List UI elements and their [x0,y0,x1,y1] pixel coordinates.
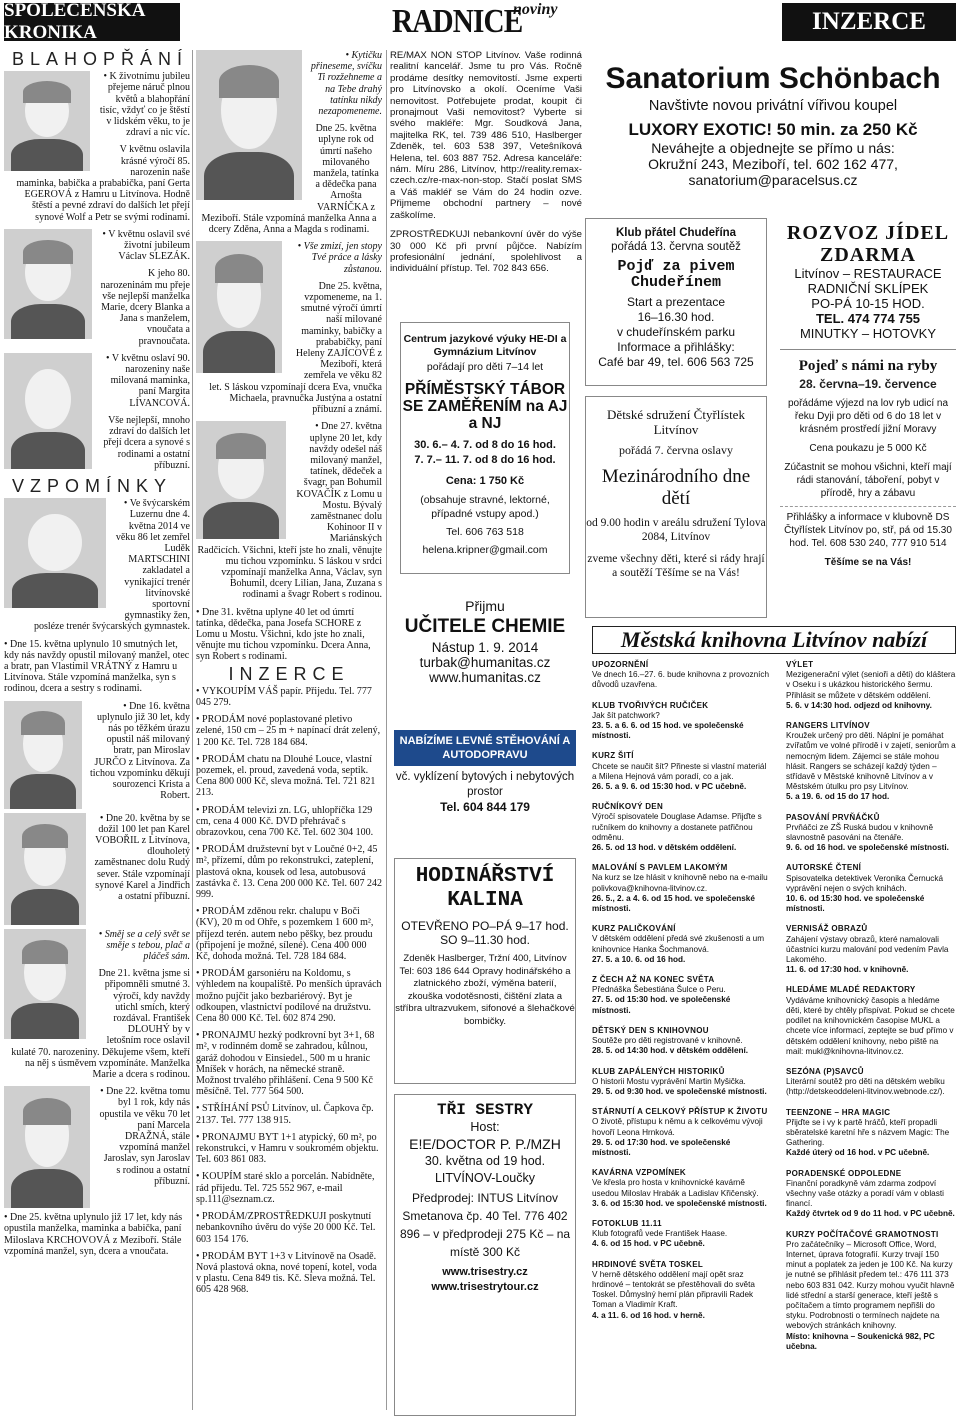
classified-ad: • VYKOUPÍM VÁŠ papír. Přijedu. Tel. 777 045 279. [196,686,382,708]
library-event [786,924,956,975]
ad-text: Přijmu [465,598,505,614]
ad-text: Start a prezentace [626,295,726,309]
ad-phone: Tel. 604 844 179 [440,800,530,814]
ad-rozvoz-jidel [780,218,956,618]
ad-email[interactable]: helena.kripner@gmail.com [422,544,548,556]
library-event [592,751,770,792]
portrait-photo [196,241,282,373]
library-event [592,1067,770,1098]
ad-phone: TEL. 474 774 755 [815,311,921,326]
library-event [592,660,770,691]
library-event-date: 3. 6. od 15:30 hod. ve společenské místnosti. [592,1198,767,1208]
library-event [786,1169,956,1220]
classified-ad: • PRONAJMU hezký podkrovní byt 3+1, 68 m², v rodinném domě se zahradou, kůlnou, garáž dohodou v Einsiedel., 500 m u hranic Mníšek v horách, na německé straně. Možnost trvalého přihlášení. Cena 9 500 Kč měsíčně. Tel. 777 564 500. [196,1030,382,1097]
memorial-text: Dne 21. května jsme si připomněli smutné 3. výročí, kdy navždy utichl smích, který rozdával. František DLOUHÝ by v letošním roce oslavil kulaté 70. narozeniny. Děkujeme všem, kteří na něj s úsměvem vzpomínáte. Manželka Marie a dcera s rodinou. [11,968,190,1080]
library-event [786,1108,956,1159]
ad-text: zveme všechny děti, které si rády hrají a soutěží Těšíme se na Vás! [587,553,765,579]
ad-headline: Pojď za pivem Chudeřínem [617,258,735,291]
library-event-title: MALOVÁNÍ S PAVLEM LAKOMÝM [592,863,728,873]
ad-date: 30. května od 19 hod. [424,1154,546,1168]
ad-text: MINUTKY – HOTOVKY [799,326,937,341]
classified-ad: • PRODÁM BYT 1+3 v Litvínově na Osadě. Nová plastová okna, nové topení, kotel, voda v plastu. Cena 849 tis. Kč. Sleva možná. Tel. 605 428 968. [196,1251,382,1296]
section-header-inzerce: INZERCE [782,3,956,41]
ad-date: 30. 6.– 4. 7. od 8 do 16 hod. [414,439,556,451]
classified-ad: • STŘÍHÁNÍ PSŮ Litvínov, ul. Čapkova čp. 2137. Tel. 777 138 915. [196,1103,382,1125]
library-event-title: HLEDÁME MLADÉ REDAKTORY [786,985,916,995]
library-event-title: AUTORSKÉ ČTENÍ [786,863,862,873]
library-event-title: KURZY POČÍTAČOVÉ GRAMOTNOSTI [786,1229,939,1239]
ad-email[interactable]: turbak@humanitas.cz [419,655,551,670]
library-event-body: Soutěže pro děti registrované v knihovně. [592,1036,743,1046]
greeting-text: • V květnu oslavil své životní jubileum Václav SLEZÁK. [102,228,190,263]
ad-text: pořádají pro děti 7–14 let [426,361,544,373]
memorial-text: • Dne 22. května tomu byl 1 rok, kdy nás opustila ve věku 70 let paní Marcela DRAŽNÁ, stále vzpomíná manžel Jaroslav, syn Jaroslav s rodinou a ostatní příbuzní. [99,1086,190,1187]
classified-ad: • PRODÁM televizi zn. LG, uhlopříčka 129 cm, cena 4 000 Kč. DVD přehrávač s obrazovkou, cena 700 Kč. Tel. 602 304 100. [196,805,382,839]
library-event-body: Přednáška Šebestiána Šulce o Peru. [592,985,726,995]
ad-text: Nástup 1. 9. 2014 [431,640,539,655]
library-event-body: Přijďte se i vy k partě hráčů, kteří propadli sběratelské karetní hře s názvem Magic: The Gathering. [786,1117,950,1148]
library-event-date: Místo: knihovna – Soukenická 982, PC učebna. [786,1331,935,1351]
ad-text: E!E/DOCTOR P. P./MZH [409,1136,561,1152]
classified-ad: • PRODÁM nové poplastované pletivo zelené, 150 cm – 25 m + napínací drát zelený, 1 200 Kč. Tel. 728 184 684. [196,714,382,748]
library-event-title: VERNISÁŽ OBRAZŮ [786,924,868,934]
library-event-date: 23. 5. a 6. 6. od 15 hod. ve společenské místnosti. [592,721,744,741]
portrait-photo [4,498,106,608]
classified-ad: • PRODÁM/ZPROSTŘEDKUJI poskytnutí nebankovního úvěru do výše 20 000 Kč. Tel. 603 154 176. [196,1211,382,1245]
portrait-photo [4,229,92,339]
library-event [592,1026,770,1057]
library-event-title: KAVÁRNA VZPOMÍNEK [592,1168,686,1178]
memorial-text: Dne 25. května, vzpomeneme, na 1. smutné výročí úmrtí naší milované maminky, babičky a prababičky, paní Heleny ZAJÍCOVÉ z Meziboří, která zemřela ve věku 82 let. S láskou vzpomínají dcera Eva, vnučka Michaela, pravnučka Justýna a ostatní příbuzní a známí. [209,280,382,416]
library-event-body: O životě, přístupu k němu a k celkovému vývoji hovoří Leona Hrnková. [592,1117,763,1137]
library-event-date: 26. 5., 2. a 4. 6. od 15 hod. ve společenské místnosti. [592,893,755,914]
vzpominky-heading: VZPOMÍNKY [12,475,173,496]
library-event-body: Mezigenerační výlet (senioři a děti) do kláštera v Oseku i s ukázkou historického šermu. Přihlásit se můžete v dětském oddělení. [786,670,956,700]
portrait-photo [4,929,86,1039]
library-event-title: SEZÓNA (P)SAVCŮ [786,1066,864,1076]
library-event-body: Ve křesla pro hosta v knihovnické kavárně usedou Miloslav Hrabák a Ladislav Křičenský. [592,1178,759,1198]
library-event-date: 4. a 11. 6. od 16 hod. v herně. [592,1310,705,1320]
library-event-date: 27. 5. od 15:30 hod. ve společenské místnosti. [592,995,731,1015]
ad-text: Zúčastnit se mohou všichni, kteří mají rádi stanování, táboření, pobyt v přírodě, hry a zábavu [784,462,952,499]
ad-text: pořádá 7. června oslavy [619,443,733,457]
library-event-body: Spisovatelka detektivek Veronika Černucká vyprávění nejen o svých knihách. [786,873,944,893]
ad-text: Informace a přihlášky: [617,340,735,354]
library-event-body: Finanční poradkyně vám zdarma zodpoví všechny vaše otázky a poradí vám v oblasti financí. [786,1178,944,1209]
library-event-title: STÁRNUTÍ A CELKOVÝ PŘÍSTUP K ŽIVOTU [592,1107,768,1117]
library-event-date: 29. 5. od 9:30 hod. ve společenské místnosti. [592,1086,767,1096]
ad-text: vč. vyklízení bytových i nebytových prostor [395,771,575,798]
library-event [786,813,956,854]
memorial-text: • Dne 16. května uplynulo již 30 let, kdy nás po těžkém úrazu opustil náš milovaný bratr, pan Miroslav JURČO z Litvínova. Za tichou vzpomínku děkují sourozenci Krista a Robert. [90,700,190,802]
greeting-text: • K životnímu jubileu přejeme náruč plnou květů a blahopřání tisíc, vždyť co je štěstí v lidském věku, to je zdraví a nic víc. [99,71,190,139]
memorial-text: • Směj se a celý svět se směje s tebou, plač a pláčeš sám. [98,928,190,962]
classified-ad: • PRODÁM garsoniéru na Koldomu, s výhledem na koupaliště. Po menších úpravách možno pujčit jako bezbariérový. Byt je odkoupen, vlastnictví podílové na družstvu. Cena 80 000 Kč. Tel. 602 874 290. [196,968,382,1024]
ad-text: Klub přátel Chudeřína [615,227,737,239]
memorial-text: • Dne 27. května uplyne 20 let, kdy navždy odešel náš milovaný manžel, tatínek, dědeček a švagr, pan Bohumil KOVAČÍK z Lomu u Mostu. Bývalý zaměstnanec dolu Kohinoor II v Mariánských Radčicích. Všichni, kteří jste ho znali, věnujte mu tichou vzpomínku. S láskou v srdci vzpomínají manželka Anna, Václav, syn Bohumil, dcery Lilian, Jana, Zuzana s rodinami a švagr Robert s rodinou. [197,421,382,601]
ad-text: pořádá 13. června soutěž [611,241,741,253]
ad-headline: PŘÍMĚSTSKÝ TÁBOR SE ZAMĚŘENÍM na AJ a NJ [402,381,568,432]
library-event-body: Prvňáčci ze ZŠ Ruská budou v knihovně slavnostně pasováni na čtenáře. [786,822,933,843]
library-event-title: KLUB TVOŘIVÝCH RUČIČEK [592,700,709,710]
library-event [592,1168,770,1209]
library-event-date: 9. 6. od 16 hod. ve společenské místnosti. [786,843,949,853]
library-event-title: RANGERS LITVÍNOV [786,721,870,731]
masthead-subtitle: noviny [513,1,558,18]
library-event-date: 27. 5. a 10. 6. od 16 hod. [592,954,686,964]
library-event [592,924,770,965]
portrait-photo [4,71,90,171]
classified-ad: • PRODÁM zděnou rekr. chalupu v Boči (KV), 20 m od Ohře, s pozemkem 1 600 m², příjezd terén. autem nebo pěšky, bez proudu (připojení je možné, sílené). Cena 400 000 Kč, dohoda možná. Tel. 728 184 684. [196,906,382,962]
library-event-title: KURZ PALIČKOVÁNÍ [592,924,676,934]
library-event-body: Výročí spisovatele Douglase Adamse. Přijďte s ručníkem do knihovny a dostanete patřičnou odměnu. [592,812,762,842]
ad-hours: OTEVŘENO PO–PÁ 9–17 hod. SO 9–11.30 hod. [401,919,569,947]
ad-text: Centrum jazykové výuky HE-DI a Gymnázium Litvínov [403,333,567,358]
ad-phone: Tel. 606 763 518 [446,526,524,538]
classified-ad: • KOUPÍM staré sklo a porcelán. Nabídněte, rád přijedu. Tel. 725 552 967, e-mail sp.111@seznam.cz. [196,1171,382,1205]
ad-headline: TŘI SESTRY [436,1101,533,1119]
memorial-text: • Dne 25. května uplynulo již 17 let, kdy nás opustila manželka, maminka a babička, paní Miloslava KRCHOVOVÁ z Meziboří. Stále vzpomíná manžel, syn, dcera a vnoučata. [4,1212,183,1257]
ad-text: Těšíme se na Vás! [824,557,912,568]
library-event [592,701,770,742]
ad-text: v chudeřínském parku [616,325,736,339]
memorial-text: • Dne 20. května by se dožil 100 let pan Karel VOBOŘIL z Litvínova, dlouholetý zaměstnanec dolu Rudý sever. Stále vzpomínají synové Karel a Jindřich a ostatní příbuzní. [94,812,190,902]
library-event-body: Vydáváme knihovnický časopis a hledáme děti, které by chtěly přispívat. Pokud se chcete podílet na knihovnickém časopise MUKL a chcete více informací, zeptejte se buď přímo v dětském oddělení knihovny, nebo piště na mail: mukl@knihovna-litvinov.cz. [786,995,955,1056]
ad-stehovani [394,730,576,845]
greeting-text: • V květnu oslaví 90. narozeniny naše milovaná maminka, paní Margita LÍVANCOVÁ. [106,352,190,409]
sanatorium-line: Navštivte novou privátní vířivou koupel [648,98,898,114]
library-event-body: Ve dnech 16.–27. 6. bude knihovna z provozních důvodů uzavřena. [592,670,770,690]
ad-price: Cena: 1 750 Kč [445,475,525,487]
column-vzpominky-inzerce [196,50,382,1302]
memorial-text: Dne 25. května uplyne rok od úmrtí našeho milovaného manžela, tatínka a dědečka pana Arnošta VARNÍČKA z Meziboří. Stále vzpomíná manželka Anna a dcery Zděna, Anna a Magda s rodinami. [201,123,379,236]
library-event-body: Na kurz se lze hlásit v knihovně nebo na e-mailu polivkova@knihovna-litvinov.cz. [592,873,768,893]
ad-place: LITVÍNOV-Loučky [434,1171,536,1185]
library-event-date: 10. 6. od 15:30 hod. ve společenské místnosti. [786,894,925,914]
library-event [786,863,956,914]
inzerce-heading: INZERCE [228,663,350,684]
library-event-date: 5. a 19. 6. od 15 do 17 hod. [786,792,890,802]
library-event-title: PORADENSKÉ ODPOLEDNE [786,1168,902,1178]
ad-text: PO-PÁ 10-15 HOD. [811,296,925,311]
ad-headline: NABÍZÍME LEVNÉ STĚHOVÁNÍ A AUTODOPRAVU [394,730,576,766]
library-event [786,985,956,1056]
ad-headline: ROZVOZ JÍDEL ZDARMA [786,222,950,266]
classified-ad: • PRODÁM družstevní byt v Loučné 0+2, 45 m², přízemí, dům po rekonstrukci, zateplení, plastová okna, kousek od lesa, autobusová zastávka č. 13. Cena 200 000 Kč. Tel. 607 242 999. [196,844,382,900]
classified-ad-remax: RE/MAX NON STOP Litvínov. Vaše rodinná realitní kancelář. Jsme tu pro Vás. Ročně prodáme desítky nemovitostí. Jsme experti pro Litvínovsko a okolí. Oceníme Vaši nemovitost. Potřebujete prodat, koupit či pronajmout Vaši nemovitost? Vyberte si svého makléře: Mgr. Soudková Jana, majitelka RK, tel. 739 486 510, Haslberger Zdeněk, tel. 603 538 397, Veteŝníková Helena, tel. 603 887 752. Adresa kanceláře: nám. Míru 286, Litvínov, http://reality.remax-czech.cz/re-max-non-stop. Stačí poslat SMS a Váš makléř se Vám do 24 hodin ozve. Přijmeme obchodní partnery – nové zaškolíme. [390,50,582,221]
ad-headline: UČITELE CHEMIE [404,616,566,637]
ad-hodinarstvi [394,858,576,1084]
library-event-title: VÝLET [786,660,814,669]
knihovna-events-right [786,660,956,1362]
library-event-title: KLUB ZAPÁLENÝCH HISTORIKŮ [592,1066,725,1076]
ad-website[interactable]: www.trisestrytour.cz [431,1281,539,1293]
knihovna-events-left [592,660,770,1331]
greeting-text: V květnu oslavila krásné výročí 85. narozenin naše maminka, babička a prababička, paní Gerta EGEROVÁ z Hamru u Litvínova. Hodně štěstí a pevné zdraví do dalších let přejí synové Wolf a Petr se svými rodinami. [16,144,190,223]
ad-price: Cena poukazu je 5 000 Kč [809,443,927,454]
ad-primestsky-tabor [400,322,570,574]
ad-text: pořádáme výjezd na lov ryb udicí na řeku Dyji pro děti od 6 do 18 let v krásném prostředí jižní Moravy [787,398,949,435]
ad-website[interactable]: www.humanitas.cz [429,670,541,685]
ad-headline: Mezinárodního dne dětí [601,466,751,509]
library-event-body: Chcete se naučit šít? Přineste si vlastní materiál a Milena Hejnová vám poradí, co a jak. [592,761,767,781]
memorial-text: • Kytičku přineseme, svíčku Ti rozžehneme a na Tebe drahý tatínku nikdy nezapomeneme. [310,50,382,118]
ad-sanatorium [590,58,956,204]
ad-text: Litvínov – RESTAURACE RADNIČNÍ SKLÍPEK [794,266,942,296]
library-event [592,1219,770,1250]
library-event-title: FOTOKLUB 11.11 [592,1218,662,1228]
library-event [786,1067,956,1098]
library-event-date: 28. 5. od 14:30 hod. v dětském oddělení. [592,1046,749,1056]
library-event-title: PASOVÁNÍ PRVŇÁČKŮ [786,812,880,822]
ad-phone: Café bar 49, tel. 606 563 725 [598,355,754,369]
knihovna-title: Městská knihovna Litvínov nabízí [592,626,956,654]
ad-headline: HODINÁŘSTVÍ KALINA [415,865,555,912]
greeting-text: K jeho 80. narozeninám mu přeje vše nejlepší manželka Marie, dcery Blanka a Jana s manželem, vnoučata a pravnoučata. [100,268,190,347]
sanatorium-email[interactable]: sanatorium@paracelsus.cz [688,172,858,188]
library-event-title: Z ČECH AŽ NA KONEC SVĚTA [592,975,715,985]
newspaper-masthead [392,3,560,43]
column-text-ads [390,50,582,315]
ad-date: 7. 7.– 11. 7. od 8 do 16 hod. [414,454,556,466]
ad-text: Předprodej: INTUS Litvínov Smetanova čp. 40 Tel. 776 402 896 – v předprodeji 275 Kč – na místě 300 Kč [399,1191,571,1259]
library-event-title: HRDINOVÉ SVĚTA TOSKEL [592,1259,704,1269]
ad-text: 16–16.30 hod. [637,310,715,324]
library-event-date: 4. 6. od 15 hod. v PC učebně. [592,1239,705,1249]
library-event-body: Kroužek určený pro děti. Náplní je pomáhat zvířatům ve volné přírodě i v zajetí, seniorům a nemocným lidem. Zájemci se stále mohou hlásit. Rangers se scházejí každý týden – střídavě v Městské knihovně Litvínov a v Městském útulku pro psy Litvínov. [786,731,956,792]
column-blahoprani [4,50,190,1263]
sanatorium-line: Neváhejte a objednejte se přímo u nás: [651,140,895,156]
section-header-spolecenska-kronika: SPOLEČENSKÁ KRONIKA [4,3,180,41]
masthead-title: RADNICE [392,3,523,40]
library-event-date: Každé úterý od 16 hod. v PC učebně. [786,1148,930,1158]
ad-text: Přihlášky a informace v klubovně DS Čtyřlístek Litvínov po, stř, pá od 15.30 hod. Tel. 608 530 240, 777 910 514 [780,506,956,550]
library-event [786,660,956,711]
column-divider [386,50,387,1410]
library-event-date: 26. 5. od 13 hod. v dětském oddělení. [592,843,737,853]
ad-headline: Pojeď s námi na ryby [798,358,938,374]
ad-text: Host: [470,1120,500,1134]
classified-ad: • PRODÁM chatu na Dlouhé Louce, vlastní pozemek, el. proud, zavedená voda, septik. Cena 800 000 Kč, sleva možná. Tel. 721 821 213. [196,754,382,799]
classified-ad: • PRONAJMU BYT 1+1 atypický, 60 m², po rekonstrukci, v Hamru v soukromém objektu. Tel. 603 861 083. [196,1132,382,1166]
portrait-photo [4,813,86,925]
memorial-text: • Ve švýcarském Luzernu dne 4. května 2014 ve věku 86 let zemřel Luděk MARTSCHINI zakladatel a vynikající trenér litvínovské sportovní gymnastiky žen, posléze trenér švýcarských gymnastek. [33,498,190,633]
library-event-title: UPOZORNĚNÍ [592,660,649,669]
memorial-text: • Dne 15. května uplynulo 10 smutných let, kdy nás navždy opustil milovaný manžel, otec a bratr, pan Vlastimil VRÁTNÝ z Hamru u Litvínova. Stále vzpomíná manželka, syn s rodinou, dcera a sestry s rodinami. [4,638,190,695]
memorial-text: • Vše zmizí, jen stopy Tvé práce a lásky zůstanou. [297,241,382,275]
library-event-body: Jak šít patchwork? [592,710,660,720]
classified-ads-list [196,686,382,1296]
ad-ucitel-chemie [394,598,576,708]
ad-website[interactable]: www.trisestry.cz [442,1266,528,1278]
library-event-body: V herně dětského oddělení mají opět sraz hrdinové – tentokrát se přestěhovali do světa Toskel. Důmyslný herní plán připravili Radek Toman a Vladimír Kraft. [592,1269,755,1310]
ad-date: 28. června–19. července [799,377,937,391]
library-event-title: DĚTSKÝ DEN S KNIHOVNOU [592,1025,709,1035]
library-event-body: V dětském oddělení předá své zkušenosti a um knihovnice Hanka Šochmanová. [592,934,765,954]
library-event [786,1230,956,1352]
divider [780,349,956,350]
memorial-text: • Dne 31. května uplyne 40 let od úmrtí tatínka, dědečka, pana Josefa SCHORE z Lomu u Mostu. Všichni, kdo jste ho znali, věnujte mu tichou vzpomínku. Dcera Anna, syn Robert s rodinami. [196,606,371,663]
library-event-date: 11. 6. od 17:30 hod. v knihovně. [786,965,909,975]
library-event-title: RUČNÍKOVÝ DEN [592,802,664,812]
library-event-title: TEENZONE – HRA MAGIC [786,1107,891,1117]
blahoprani-heading: BLAHOPŘÁNÍ [12,49,189,69]
library-event [592,975,770,1016]
ad-text: Dětské sdružení Čtyřlístek Litvínov [607,407,745,437]
library-event [592,863,770,914]
library-event [592,1107,770,1158]
library-event-title: KURZ ŠITÍ [592,751,634,761]
portrait-photo [4,1086,90,1208]
library-event-body: Zahájení výstavy obrazů, které namalovali účastníci kurzu malování pod vedením Pavla Lakomého. [786,934,949,965]
library-event-date: 5. 6. v 14:30 hod. odjezd od knihovny. [786,700,932,710]
greeting-text: Vše nejlepší, mnoho zdraví do dalších let přejí dcera a synové s rodinami a ostatní příbuzní. [103,414,190,471]
sanatorium-name: Sanatorium Schönbach [605,62,941,95]
ad-klub-chuderina [585,218,767,386]
library-event [592,1260,770,1321]
library-event [786,721,956,803]
ad-den-deti [585,396,767,618]
library-event-date: Každý čtvrtek od 9 do 11 hod. v PC učebně. [786,1209,955,1219]
portrait-photo [196,421,286,539]
sanatorium-address: Okružní 243, Meziboří, tel. 602 162 477, [648,156,898,172]
classified-ad-uver: ZPROSTŘEDKUJI nebankovní úvěr do výše 30 000 Kč při první půjčce. Nabízím profesionální jednání, spolehlivost a individuální přístup. Tel. 702 843 656. [390,229,582,275]
ad-tri-sestry [394,1094,576,1416]
library-event-body: Literární soutěž pro děti na dětském webíku (http://detskeoddeleni-litvinov.webnode.cz/). [786,1077,945,1097]
portrait-photo [4,701,82,809]
ad-text: od 9.00 hodin v areálu sdružení Tylova 2084, Litvínov [586,517,766,543]
ad-text: Zdeněk Haslberger, Tržní 400, Litvínov Tel: 603 186 644 Opravy hodinářského a zlatnického zboží, výměna baterií, zkouška vodotěsnosti, čištění zlata a stříbra ultrazvukem, sifonové a šlehačkové bombičky. [395,953,575,1027]
library-event-date: 29. 5. od 17:30 hod. ve společenské místnosti. [592,1137,731,1157]
portrait-photo [196,50,302,200]
library-event-date: 26. 5. a 9. 6. od 15:30 hod. v PC učebně. [592,782,747,792]
ad-text: (obsahuje stravné, lektorné, případné vstupy apod.) [420,494,550,520]
portrait-photo [4,353,92,469]
library-event-body: Klub fotografů vede František Haase. [592,1229,728,1239]
sanatorium-offer: LUXORY EXOTIC! 50 min. za 250 Kč [628,120,918,139]
column-divider [192,50,193,1410]
library-event-body: O historii Mostu vyprávění Martin Myšička. [592,1076,746,1086]
library-event-body: Pro začátečníky – Microsoft Office, Word, Internet, úprava fotografií. Kurzy trvají 150 minut a poplatek za jeden je 100 Kč. Na kurzy je nutné se přihlásit předem tel.: 476 111 373 nebo 603 831 042. Kurzy mohou vyučit hlavně lidé střední a starší generace, kteří ještě s počítačem a tímto programem nepřišli do styku. Podrobnosti o termínech najdete na webových stránkách knihovny. [786,1239,955,1331]
library-event [592,802,770,853]
